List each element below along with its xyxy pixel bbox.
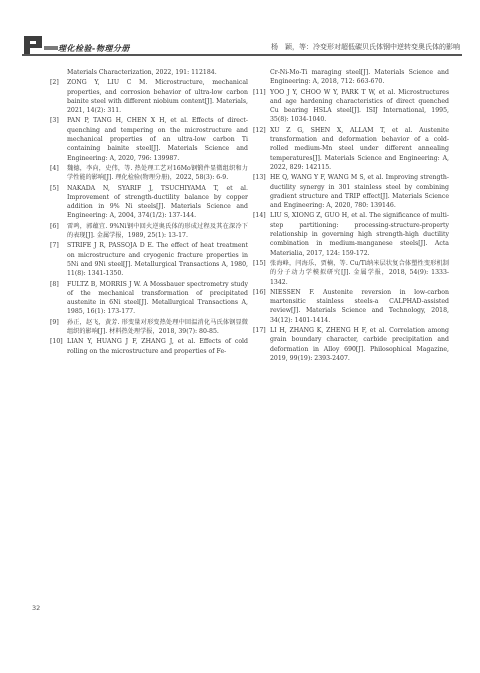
reference-text: LI H, ZHANG K, ZHENG H F, et al. Correlation among grain boundary character, carbide precipitation and deformation in Alloy 690[J]. Philosophical Magazine, 2019, 99(19): 2393-2407. (270, 327, 449, 362)
reference-text: 魏德，李向，史伟，等. 热处理工艺对16Mo钢锻件显微组织和力学性能的影响[J]. 理化检验(物理分册)，2022, 58(3): 6-9. (67, 164, 248, 182)
reference-number: [5] (50, 184, 59, 192)
reference-item (253, 126, 449, 172)
reference-text: STRIFE J R, PASSOJA D E. The effect of heat treatment on microstructure and cryogenic fracture properties in 5Ni and 9Ni steel[J]. Metallurgical Transactions A, 1980, 11(8): 1341-1350. (67, 242, 248, 278)
reference-text: 孙正，赵飞，黄芳. 形变量对形变热处理中回温消化马氏体钢显微组织的影响[J]. 材料热处理学报，2018, 39(7): 80-85. (67, 318, 248, 336)
reference-number: [2] (50, 79, 59, 87)
header-rule (22, 54, 462, 56)
reference-item (50, 184, 248, 221)
reference-number: [16] (253, 288, 266, 296)
reference-item (253, 326, 449, 363)
reference-number: [17] (253, 327, 266, 335)
reference-item (253, 211, 449, 257)
reference-text: LIAN Y, HUANG J F, ZHANG J, et al. Effects of cold rolling on the microstructure and properties of Fe- (67, 338, 248, 355)
reference-item (50, 241, 248, 278)
reference-item (50, 164, 248, 183)
reference-text: LIU S, XIONG Z, GUO H, et al. The significance of multi-step partitioning: processing-structure-property relationship in governing high strength-high ductility combination in medium-manganese steels[J]. Acta Materialia, 2017, 124: 159-172. (270, 212, 449, 257)
reference-number: [6] (50, 222, 59, 230)
reference-continuation: Materials Characterization, 2022, 191: 112184. (67, 69, 217, 76)
running-title: 杨 颖，等：冷变形对超低碳贝氏体钢中逆转变奥氏体的影响 (271, 43, 460, 51)
reference-text: FULTZ B, MORRIS J W. A Mossbauer spectrometry study of the mechanical transformation of precipitated austenite in 6Ni steel[J]. Metallurgical Transactions A, 1985, 16(1): 173-177. (67, 280, 248, 316)
reference-text: HE Q, WANG Y F, WANG M S, et al. Improving strength-ductility synergy in 301 stainless steel by combining gradient structure and TRIP effect[J]. Materials Science and Engineering: A, 2020, 780: 139146. (270, 174, 449, 210)
left-column (50, 68, 248, 357)
reference-number: [14] (253, 212, 266, 220)
reference-text: XU Z G, SHEN X, ALLAM T, et al. Austenite transformation and deformation behavior of a cold-rolled medium-Mn steel under different annealing temperatures[J]. Materials Science and Engineering: A, 2022, 829: 142115. (270, 126, 449, 171)
reference-number: [7] (50, 242, 59, 250)
page-number: 32 (32, 604, 41, 612)
reference-text: 雷鸣，郭蕴宜. 9%Ni钢中回火逆奥氏体的形成过程及其在深冷下的表现[J]. 金属学报，1989, 25(1): 13-17. (67, 222, 248, 240)
reference-continuation: Cr-Ni-Mo-Ti maraging steel[J]. Materials Science and Engineering: A, 2018, 712: 663-670. (270, 69, 449, 86)
reference-item (50, 116, 248, 162)
reference-text: 张海峰，闫海乐，贾楠，等. Cu/Ti纳米层状复合体塑性变形机制的分子动力学模拟研究[J]. 金属学报，2018, 54(9): 1333-1342. (270, 259, 449, 286)
reference-text: YOO J Y, CHOO W Y, PARK T W, et al. Microstructures and age hardening characteristics of direct quenched Cu bearing HSLA steel[J]. ISIJ International, 1995, 35(8): 1034-1040. (270, 88, 449, 124)
reference-item (50, 78, 248, 115)
reference-text: NIESSEN F. Austenite reversion in low-carbon martensitic stainless steels-a CALPHAD-assisted review[J]. Materials Science and Technology, 2018, 34(12): 1401-1414. (270, 288, 449, 324)
journal-name: 理化检验-物理分册 (58, 44, 130, 53)
reference-item (253, 173, 449, 210)
reference-item (50, 222, 248, 241)
page-header (22, 32, 462, 58)
reference-number: [4] (50, 164, 59, 172)
right-column (253, 68, 449, 364)
reference-number: [10] (50, 338, 63, 346)
reference-number: [15] (253, 259, 266, 267)
reference-item (50, 280, 248, 317)
reference-item (50, 337, 248, 356)
reference-text: ZONG Y, LIU C M. Microstructure, mechanical properties, and corrosion behavior of ultra-low carbon bainite steel with different niobium content[J]. Materials, 2021, 14(2): 311. (67, 79, 248, 115)
reference-item (253, 88, 449, 125)
reference-item (50, 318, 248, 337)
reference-text: PAN P, TANG H, CHEN X H, et al. Effects of direct-quenching and tempering on the microstructure and mechanical properties of an ultra-low carbon Ti containing bainite steel[J]. Materials Science and Engineering: A, 2020, 796: 139987. (67, 117, 248, 162)
reference-number: [12] (253, 126, 266, 134)
reference-text: NAKADA N, SYARIF J, TSUCHIYAMA T, et al. Improvement of strength-ductility balance by copper addition in 9% Ni steels[J]. Materials Science and Engineering: A, 2004, 374(1/2): 137-144. (67, 184, 248, 220)
reference-item (253, 288, 449, 325)
reference-number: [3] (50, 117, 59, 125)
reference-number: [11] (253, 88, 266, 96)
reference-number: [13] (253, 174, 266, 182)
reference-number: [9] (50, 318, 59, 326)
reference-item (253, 259, 449, 287)
reference-number: [8] (50, 280, 59, 288)
journal-logo-icon (22, 32, 60, 56)
